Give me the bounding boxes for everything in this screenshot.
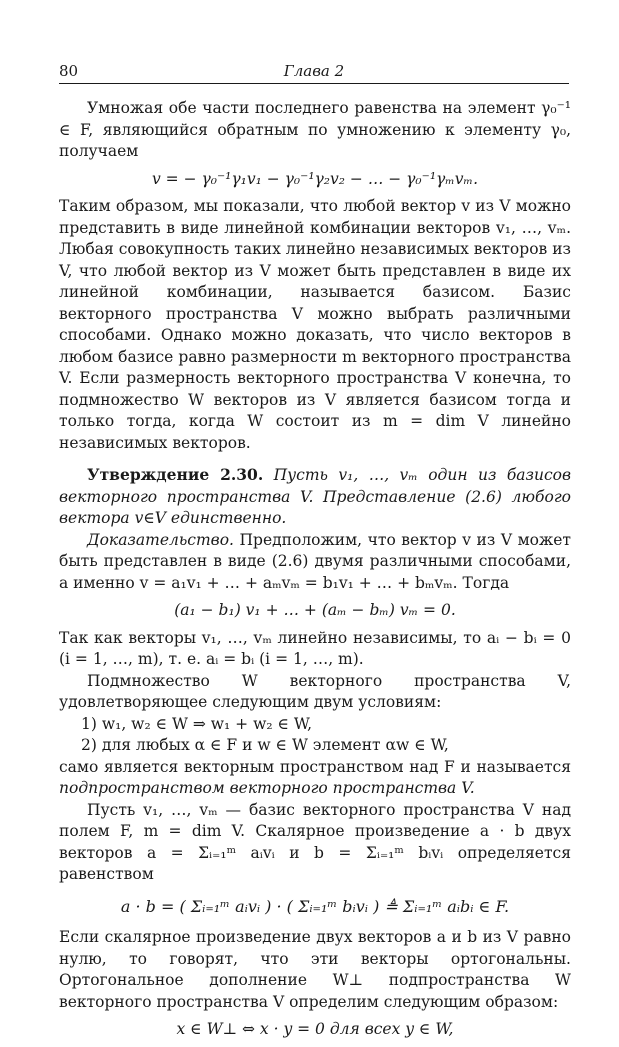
formula-3: a · b = ( Σᵢ₌₁ᵐ aᵢvᵢ ) · ( Σᵢ₌₁ᵐ bᵢvᵢ ) ≜ Σᵢ₌₁ᵐ aᵢbᵢ ∈ F. [120,896,510,916]
proof-text: Предположим, что вектор v из V может быть представлен в виде (2.6) двумя различными способами, а именно v = a₁v₁ + … + aₘvₘ = b₁v₁ + … + bₘvₘ. Тогда [59,530,571,592]
page-body [59,98,571,1047]
formula-1: v = − γ₀⁻¹γ₁v₁ − γ₀⁻¹γ₂v₂ − … − γ₀⁻¹γₘvₘ. [151,169,478,188]
paragraph-4: Подмножество W векторного пространства V, удовлетворяющее следующим двум условиям: [59,671,571,711]
formula-2: (a₁ − b₁) v₁ + … + (aₘ − bₘ) vₘ = 0. [174,601,456,619]
spacer [59,454,571,464]
condition-1: 1) w₁, w₂ ∈ W ⇒ w₁ + w₂ ∈ W, [81,714,313,733]
subspace-term: подпространством векторного пространства V. [59,779,475,797]
proof [59,530,571,595]
paragraph-5 [59,757,571,800]
paragraph-1: Умножая обе части последнего равенства на элемент γ₀⁻¹ ∈ F, являющийся обратным по умножению к элементу γ₀, получаем [59,99,571,160]
paragraph-5-text: само является векторным пространством над F и называется [59,757,571,776]
paragraph-6: Пусть v₁, …, vₘ — базис векторного пространства V над полем F, m = dim V. Скалярное произведение a · b двух векторов a = Σᵢ₌₁ᵐ aᵢvᵢ и b = Σᵢ₌₁ᵐ bᵢvᵢ определяется равенством [59,800,571,883]
formula-4: x ∈ W⊥ ⇔ x · y = 0 для всех y ∈ W, [176,1020,454,1038]
statement-text: Пусть v₁, …, vₘ один из базисов векторного пространства V. Представление (2.6) любого вектора v∈V единственно. [59,466,571,527]
paragraph-3: Так как векторы v₁, …, vₘ линейно независимы, то aᵢ − bᵢ = 0 (i = 1, …, m), т. е. aᵢ = bᵢ (i = 1, …, m). [59,628,571,668]
statement-label: Утверждение 2.30. [87,465,264,484]
page-number: 80 [59,62,79,80]
proof-label: Доказательство. [87,530,234,549]
page-header [59,62,569,82]
header-rule [59,83,569,84]
condition-2: 2) для любых α ∈ F и w ∈ W элемент αw ∈ W, [81,736,449,754]
paragraph-7: Если скалярное произведение двух векторов a и b из V равно нулю, то говорят, что эти векторы ортогональны. Ортогональное дополнение W⊥ подпространства W векторного пространства V определим следующим образом: [59,928,571,1011]
paragraph-2: Таким образом, мы показали, что любой вектор v из V можно представить в виде линейной комбинации векторов v₁, …, vₘ. Любая совокупность таких линейно независимых векторов из V, что любой вектор из V может быть представлен в виде их линейной комбинации, называется базисом. Базис векторного пространства V можно выбрать различными способами. Однако можно доказать, что число векторов в любом базисе равно размерности m векторного пространства V. Если размерность векторного пространства V конечна, то подмножество W векторов из V является базисом тогда и только тогда, когда W состоит из m = dim V линейно независимых векторов. [59,197,571,452]
statement-2-30 [59,464,571,530]
running-head: Глава 2 [283,62,345,80]
